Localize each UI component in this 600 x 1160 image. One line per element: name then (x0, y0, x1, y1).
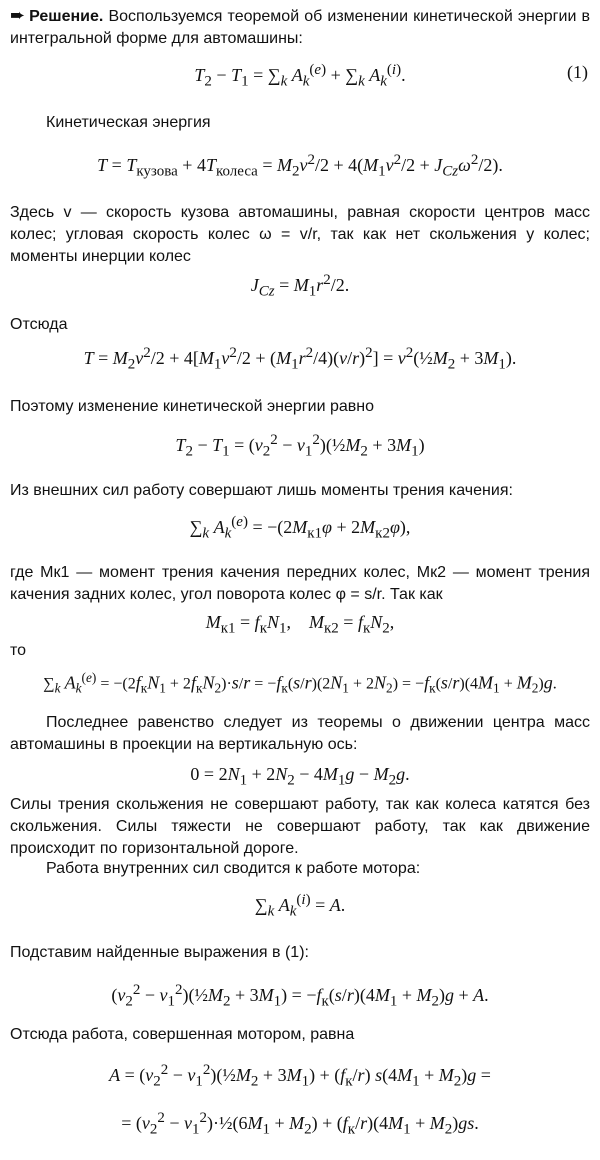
equation-1: $T_2 - T_1 = \sum_k$ $A_k^{(e)} + \sum_k$ $A_k^{(i)}$. (194, 62, 406, 90)
equation-external-work-expanded: $\sum_k$ $A_k^{(e)} = -(2f_кN_1 + 2f_кN_2)\cdot s/r = -f_к(s/r)(2N_1 + 2N_2) = -f_к(s/r)(4M_1 + M_2)g$. (43, 670, 557, 696)
equation-change: $T_2 - T_1 = (v_2^2$ − $v_1^2)(\frac{1}{2}M_2 + 3M_1)$ (175, 432, 425, 460)
paragraph-where: где Mк1 — момент трения качения передних колес, Mк2 — момент трения качения задних колес, угол поворота колес φ = s/r. Так как (10, 564, 590, 603)
paragraph-change: Поэтому изменение кинетической энергии равно (10, 398, 374, 415)
equation-external-work: $\sum_k$ $A_k^{(e)} = -(2M_{к1}\varphi + 2M_{к2}\varphi)$, (189, 514, 411, 542)
solution-label: Решение. (29, 8, 104, 25)
paragraph-result: Отсюда работа, совершенная мотором, равна (10, 1026, 355, 1043)
solution-intro-text: Воспользуемся теоремой об изменении кинетической энергии в интегральной форме для автомашины: (10, 8, 590, 47)
arrow-right-icon: ➨ (10, 5, 26, 25)
equation-moments: $M_{к1} = f_кN_1$, $M_{к2} = f_кN_2$, (205, 612, 395, 637)
equation-inertia: $J_{Cz} = M_1r^2/2$. (250, 272, 350, 300)
paragraph-kinetic: Кинетическая энергия (46, 114, 211, 131)
equation-motor-work-1: $A = (v_2^2$ − $v_1^2)(\frac{1}{2}M_2 + 3M_1) + (f_к/r)$ $s(4M_1 + M_2)g$ = (109, 1062, 491, 1090)
equation-kinetic: $T = T_{кузова} + 4T_{колеса} = M_2v^2/2 + 4(M_1v^2/2 + J_{Cz}\omega^2/2)$. (97, 152, 503, 180)
paragraph-internal: Работа внутренних сил сводится к работе мотора: (46, 860, 421, 877)
solution-intro (10, 4, 590, 50)
paragraph-substitute: Подставим найденные выражения в (1): (10, 944, 309, 961)
paragraph-here: Здесь v — скорость кузова автомашины, равная скорости центров масс колес; угловая скорость колес ω = v/r, так как нет скольжения у колес; моменты инерции колес (10, 204, 590, 265)
equation-motor-work-2: = ($v_2^2$ − $v_1^2)\cdot\frac{1}{2}(6M_1 + M_2) + (f_к/r)(4M_1 + M_2)gs$. (121, 1110, 479, 1138)
equation-vertical: $0 = 2N_1 + 2N_2 - 4M_1g - M_2g$. (190, 764, 410, 789)
equation-number: (1) (567, 62, 588, 82)
equation-substituted: ($v_2^2$ − $v_1^2)(\frac{1}{2}M_2 + 3M_1) = -f_к(s/r)(4M_1 + M_2)g + A$. (111, 982, 489, 1010)
paragraph-hence: Отсюда (10, 316, 68, 333)
equation-internal-work: $\sum_k$ $A_k^{(i)} = A$. (254, 892, 346, 920)
paragraph-external: Из внешних сил работу совершают лишь моменты трения качения: (10, 482, 513, 499)
paragraph-friction: Силы трения скольжения не совершают работу, так как колеса катятся без скольжения. Силы тяжести не совершают работу, так как движение происходит по горизонтальной дороге. (10, 796, 590, 857)
equation-energy-total: $T = M_2v^2/2 + 4[M_1v^2/2 + (M_1r^2/4)(v/r)^2]$ = $v^2(\frac{1}{2}M_2 + 3M_1)$. (83, 345, 517, 373)
paragraph-last-equality: Последнее равенство следует из теоремы о движении центра масс автомашины в проекции на вертикальную ось: (10, 714, 590, 753)
paragraph-then: то (10, 642, 27, 659)
